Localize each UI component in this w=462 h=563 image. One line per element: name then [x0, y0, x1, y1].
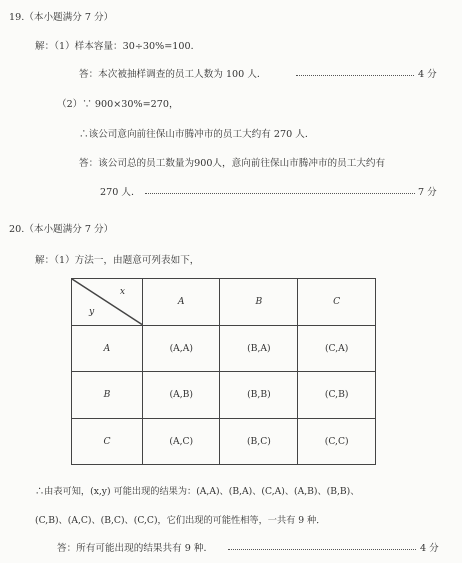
q20-heading: 20.（本小题满分 7 分）: [9, 224, 114, 235]
diagonal-line: [72, 279, 142, 325]
q19-part1-score: 4 分: [418, 69, 437, 80]
table-cell: (C,A): [298, 325, 376, 372]
column-header: A: [143, 279, 220, 326]
q20-conclusion-line2: (C,B)、(A,C)、(B,C)、(C,C)，它们出现的可能性相等，一共有 9 种．: [35, 515, 326, 526]
table-cell: (A,A): [143, 325, 220, 372]
outcome-table: [71, 278, 376, 465]
q19-part1-line: 解：（1）样本容量：30÷30%=100．: [35, 41, 201, 52]
q20-part1-line: 解：（1）方法一，由题意可列表如下，: [35, 255, 200, 266]
table-cell: (A,B): [143, 372, 220, 419]
table-cell: (C,B): [298, 372, 376, 419]
table-row: [72, 325, 376, 372]
table-cell: (A,C): [143, 418, 220, 465]
table-row: [72, 372, 376, 419]
q19-part2-line: （2）∵ 900×30%=270，: [57, 99, 179, 110]
table-cell: (B,B): [220, 372, 298, 419]
score-leader-dots: [228, 549, 416, 550]
q19-part2-score: 7 分: [418, 187, 437, 198]
x-label: x: [119, 286, 125, 297]
row-header: C: [72, 418, 143, 465]
row-header: B: [72, 372, 143, 419]
q19-part2-answer-line1: 答：该公司总的员工数量为900人，意向前往保山市腾冲市的员工大约有: [79, 158, 386, 169]
q19-part1-answer: 答：本次被抽样调查的员工人数为 100 人．: [79, 69, 267, 80]
q19-part2-answer-line2: 270 人．: [100, 187, 141, 198]
column-header: B: [220, 279, 298, 326]
score-leader-dots: [296, 75, 414, 76]
table-cell: (B,A): [220, 325, 298, 372]
table-header-row: [72, 279, 376, 326]
score-leader-dots: [145, 193, 415, 194]
table-cell: (C,C): [298, 418, 376, 465]
table-cell: (B,C): [220, 418, 298, 465]
row-header: A: [72, 325, 143, 372]
q20-score: 4 分: [420, 543, 439, 554]
q19-part2-conclusion: ∴该公司意向前往保山市腾冲市的员工大约有 270 人．: [79, 129, 315, 140]
q19-heading: 19.（本小题满分 7 分）: [9, 12, 114, 23]
table-corner-cell: [72, 279, 143, 326]
y-label: y: [89, 306, 95, 318]
q20-answer: 答：所有可能出现的结果共有 9 种．: [57, 543, 214, 554]
column-header: C: [298, 279, 376, 326]
table-row: [72, 418, 376, 465]
q20-conclusion-line1: ∴由表可知，(x,y) 可能出现的结果为：(A,A)、(B,A)、(C,A)、(A,B)、(B,B)、: [35, 486, 360, 497]
